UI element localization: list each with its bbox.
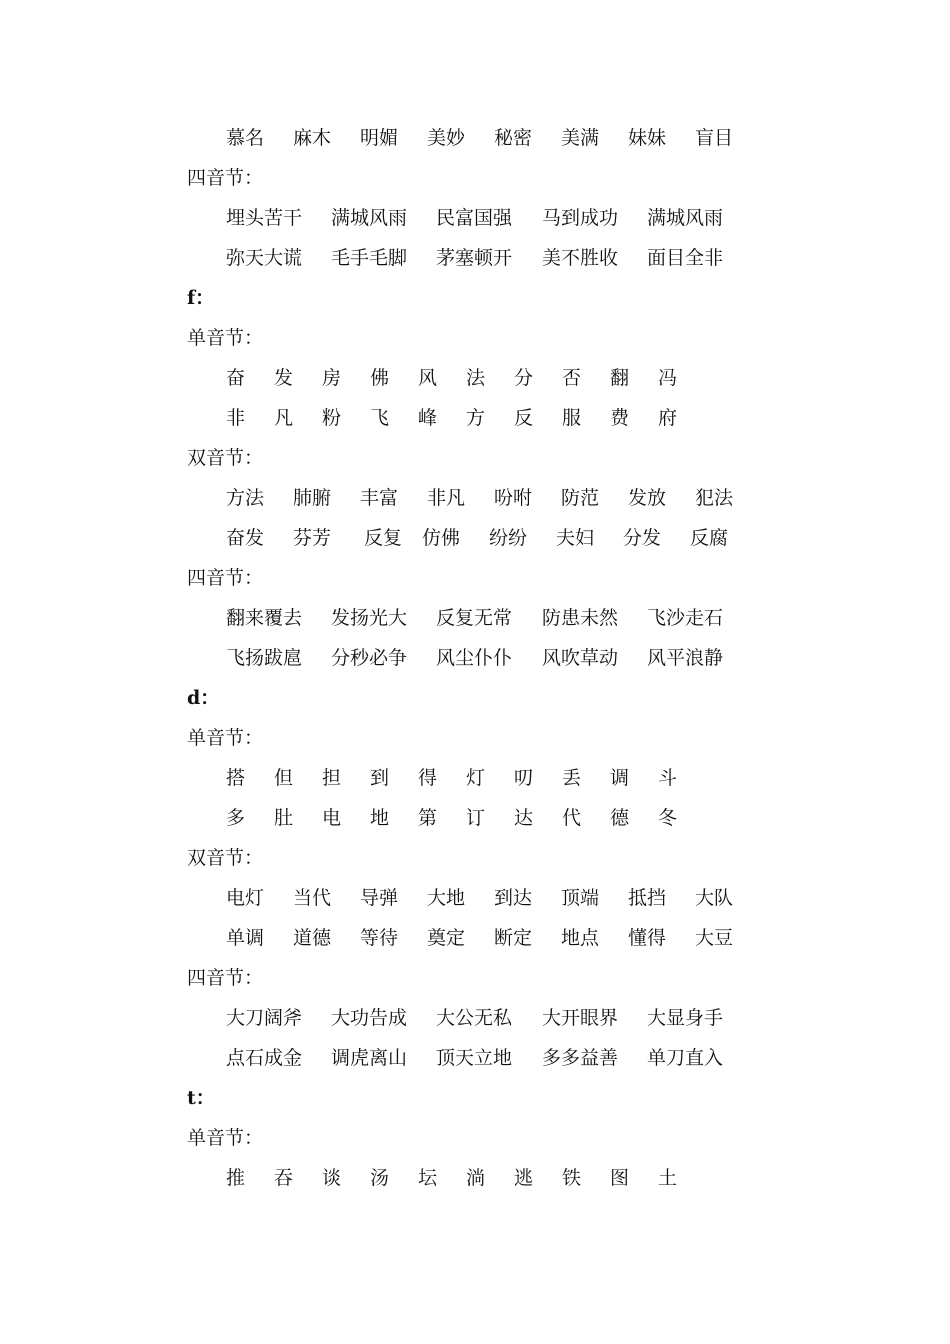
practice-word: 方法 <box>226 487 265 509</box>
practice-word: 分秒必争 <box>331 647 408 669</box>
practice-word: 地 <box>370 807 390 829</box>
practice-word: 德 <box>610 807 630 829</box>
practice-word: 芬芳 <box>293 527 332 549</box>
section-heading: 双音节： <box>187 847 264 869</box>
practice-word: 防患未然 <box>542 607 619 629</box>
practice-word: 服 <box>562 407 582 429</box>
practice-word: 坛 <box>418 1167 438 1189</box>
word-row <box>0 1158 950 1198</box>
practice-word: 奋 <box>226 367 246 389</box>
word-row <box>0 478 950 518</box>
practice-word: 马到成功 <box>542 207 619 229</box>
practice-word: 房 <box>322 367 342 389</box>
practice-word: 达 <box>514 807 534 829</box>
practice-word: 多 <box>226 807 246 829</box>
practice-word: 弥天大谎 <box>226 247 303 269</box>
practice-word: 导弹 <box>360 887 399 909</box>
practice-word: 法 <box>466 367 486 389</box>
practice-word: 发 <box>274 367 294 389</box>
practice-word: 叨 <box>514 767 534 789</box>
practice-word: 懂得 <box>628 927 667 949</box>
practice-word: 当代 <box>293 887 332 909</box>
practice-word: 妹妹 <box>628 127 667 149</box>
practice-word: 发扬光大 <box>331 607 408 629</box>
word-row <box>0 878 950 918</box>
practice-word: 发放 <box>628 487 667 509</box>
practice-word: 到达 <box>494 887 533 909</box>
practice-word: 分发 <box>623 527 662 549</box>
practice-word: 丰富 <box>360 487 399 509</box>
practice-word: 面目全非 <box>647 247 724 269</box>
practice-word: 大地 <box>427 887 466 909</box>
practice-word: 大刀阔斧 <box>226 1007 303 1029</box>
practice-word: 电灯 <box>226 887 265 909</box>
practice-word: 点石成金 <box>226 1047 303 1069</box>
practice-word: 费 <box>610 407 630 429</box>
practice-word: 顶天立地 <box>436 1047 513 1069</box>
word-row <box>0 798 950 838</box>
section-heading: 单音节： <box>187 1127 264 1149</box>
section-heading: 单音节： <box>187 327 264 349</box>
practice-word: 方 <box>466 407 486 429</box>
initial-consonant-heading: f： <box>187 287 215 309</box>
word-row <box>0 118 950 158</box>
practice-word: 丢 <box>562 767 582 789</box>
practice-word: 大功告成 <box>331 1007 408 1029</box>
practice-word: 抵挡 <box>628 887 667 909</box>
practice-word: 斗 <box>658 767 678 789</box>
initial-consonant-heading: d： <box>187 687 220 709</box>
practice-word: 逃 <box>514 1167 534 1189</box>
practice-word: 图 <box>610 1167 630 1189</box>
practice-word: 民富国强 <box>436 207 513 229</box>
practice-word: 等待 <box>360 927 399 949</box>
practice-word: 大开眼界 <box>542 1007 619 1029</box>
practice-word: 犯法 <box>695 487 734 509</box>
word-row <box>0 198 950 238</box>
word-row <box>0 518 950 558</box>
section-heading: 四音节： <box>187 967 264 989</box>
practice-word: 推 <box>226 1167 246 1189</box>
practice-word: 吩咐 <box>494 487 533 509</box>
practice-word: 美满 <box>561 127 600 149</box>
practice-word: 冬 <box>658 807 678 829</box>
practice-word: 订 <box>466 807 486 829</box>
practice-word: 风平浪静 <box>647 647 724 669</box>
practice-word: 道德 <box>293 927 332 949</box>
practice-word: 麻木 <box>293 127 332 149</box>
practice-word: 飞沙走石 <box>647 607 724 629</box>
section-heading: 单音节： <box>187 727 264 749</box>
practice-word: 翻来覆去 <box>226 607 303 629</box>
section-heading: 双音节： <box>187 447 264 469</box>
practice-word: 秘密 <box>494 127 533 149</box>
practice-word: 风尘仆仆 <box>436 647 513 669</box>
practice-word: 到 <box>370 767 390 789</box>
practice-word: 飞扬跋扈 <box>226 647 303 669</box>
practice-word: 但 <box>274 767 294 789</box>
practice-word: 大队 <box>695 887 734 909</box>
practice-word: 顶端 <box>561 887 600 909</box>
practice-word: 电 <box>322 807 342 829</box>
practice-word: 凡 <box>274 407 294 429</box>
practice-word: 仿佛 <box>422 527 461 549</box>
practice-word: 大公无私 <box>436 1007 513 1029</box>
document-page <box>0 118 950 1198</box>
section-heading: 四音节： <box>187 167 264 189</box>
practice-word: 搭 <box>226 767 246 789</box>
practice-word: 反腐 <box>690 527 729 549</box>
practice-word: 断定 <box>494 927 533 949</box>
practice-word: 奠定 <box>427 927 466 949</box>
practice-word: 明媚 <box>360 127 399 149</box>
practice-word: 灯 <box>466 767 486 789</box>
practice-word: 茅塞顿开 <box>436 247 513 269</box>
practice-word: 夫妇 <box>556 527 595 549</box>
word-row <box>0 1038 950 1078</box>
practice-word: 奋发 <box>226 527 265 549</box>
practice-word: 肺腑 <box>293 487 332 509</box>
practice-word: 代 <box>562 807 582 829</box>
section-heading: 四音节： <box>187 567 264 589</box>
word-row <box>0 758 950 798</box>
practice-word: 铁 <box>562 1167 582 1189</box>
practice-word: 佛 <box>370 367 390 389</box>
practice-word: 吞 <box>274 1167 294 1189</box>
practice-word: 调 <box>610 767 630 789</box>
practice-word: 汤 <box>370 1167 390 1189</box>
practice-word: 调虎离山 <box>331 1047 408 1069</box>
practice-word: 满城风雨 <box>331 207 408 229</box>
practice-word: 风 <box>418 367 438 389</box>
practice-word: 反 <box>514 407 534 429</box>
practice-word: 美不胜收 <box>542 247 619 269</box>
word-row <box>0 598 950 638</box>
practice-word: 单调 <box>226 927 265 949</box>
word-row <box>0 398 950 438</box>
practice-word: 纷纷 <box>489 527 528 549</box>
practice-word: 峰 <box>418 407 438 429</box>
practice-word: 谈 <box>322 1167 342 1189</box>
practice-word: 慕名 <box>226 127 265 149</box>
practice-word: 飞 <box>370 407 390 429</box>
practice-word: 地点 <box>561 927 600 949</box>
practice-word: 反复无常 <box>436 607 513 629</box>
practice-word: 第 <box>418 807 438 829</box>
practice-word: 冯 <box>658 367 678 389</box>
word-row <box>0 918 950 958</box>
practice-word: 多多益善 <box>542 1047 619 1069</box>
practice-word: 土 <box>658 1167 678 1189</box>
practice-word: 翻 <box>610 367 630 389</box>
practice-word: 粉 <box>322 407 342 429</box>
practice-word: 府 <box>658 407 678 429</box>
practice-word: 单刀直入 <box>647 1047 724 1069</box>
word-row <box>0 238 950 278</box>
word-row <box>0 358 950 398</box>
practice-word: 大豆 <box>695 927 734 949</box>
practice-word: 盲目 <box>695 127 734 149</box>
practice-word: 美妙 <box>427 127 466 149</box>
practice-word: 得 <box>418 767 438 789</box>
practice-word: 肚 <box>274 807 294 829</box>
practice-word: 非凡 <box>427 487 466 509</box>
practice-word: 满城风雨 <box>647 207 724 229</box>
practice-word: 大显身手 <box>647 1007 724 1029</box>
practice-word: 防范 <box>561 487 600 509</box>
initial-consonant-heading: t： <box>187 1087 215 1109</box>
practice-word: 毛手毛脚 <box>331 247 408 269</box>
word-row <box>0 998 950 1038</box>
practice-word: 埋头苦干 <box>226 207 303 229</box>
practice-word: 分 <box>514 367 534 389</box>
practice-word: 非 <box>226 407 246 429</box>
practice-word: 淌 <box>466 1167 486 1189</box>
practice-word: 否 <box>562 367 582 389</box>
word-row <box>0 638 950 678</box>
practice-word: 风吹草动 <box>542 647 619 669</box>
practice-word: 反复 <box>364 527 403 549</box>
practice-word: 担 <box>322 767 342 789</box>
